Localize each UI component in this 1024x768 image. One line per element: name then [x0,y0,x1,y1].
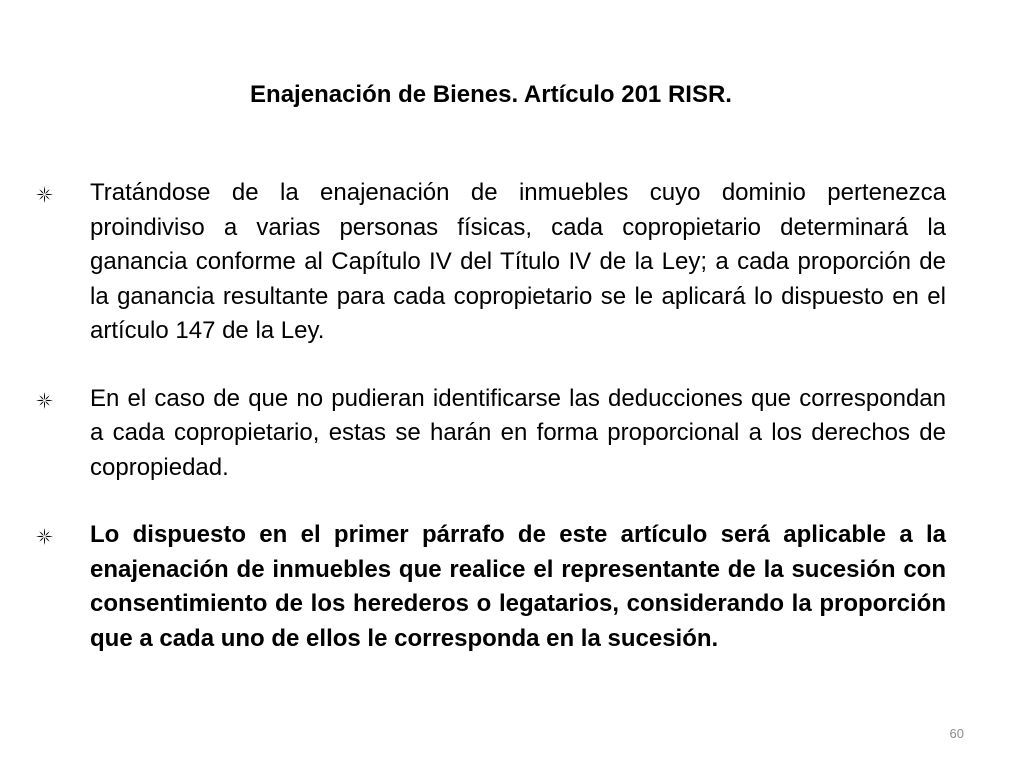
bullet-item [34,382,946,486]
slide-title: Enajenación de Bienes. Artículo 201 RISR. [250,81,732,108]
bullet-list [34,176,946,689]
diamond-bullet-icon [34,382,90,417]
diamond-bullet-icon [34,176,90,211]
bullet-item [34,518,946,656]
bullet-item [34,176,946,349]
bullet-text: En el caso de que no pudieran identificarse las deducciones que correspondan a cada copropietario, estas se harán en forma proporcional a los derechos de copropiedad. [90,384,946,481]
page-number: 60 [949,726,964,741]
bullet-text: Tratándose de la enajenación de inmuebles cuyo dominio pertenezca proindiviso a varias personas físicas, cada copropietario determinará la ganancia conforme al Capítulo IV del Título IV de la Ley; a cada proporción de la ganancia resultante para cada copropietario se le aplicará lo dispuesto en el artículo 147 de la Ley. [90,179,946,344]
diamond-bullet-icon [34,518,90,553]
bullet-text: Lo dispuesto en el primer párrafo de este artículo será aplicable a la enajenación de inmuebles que realice el representante de la sucesión con consentimiento de los herederos o legatarios, considerando la proporción que a cada uno de ellos le corresponda en la sucesión. [90,521,946,652]
